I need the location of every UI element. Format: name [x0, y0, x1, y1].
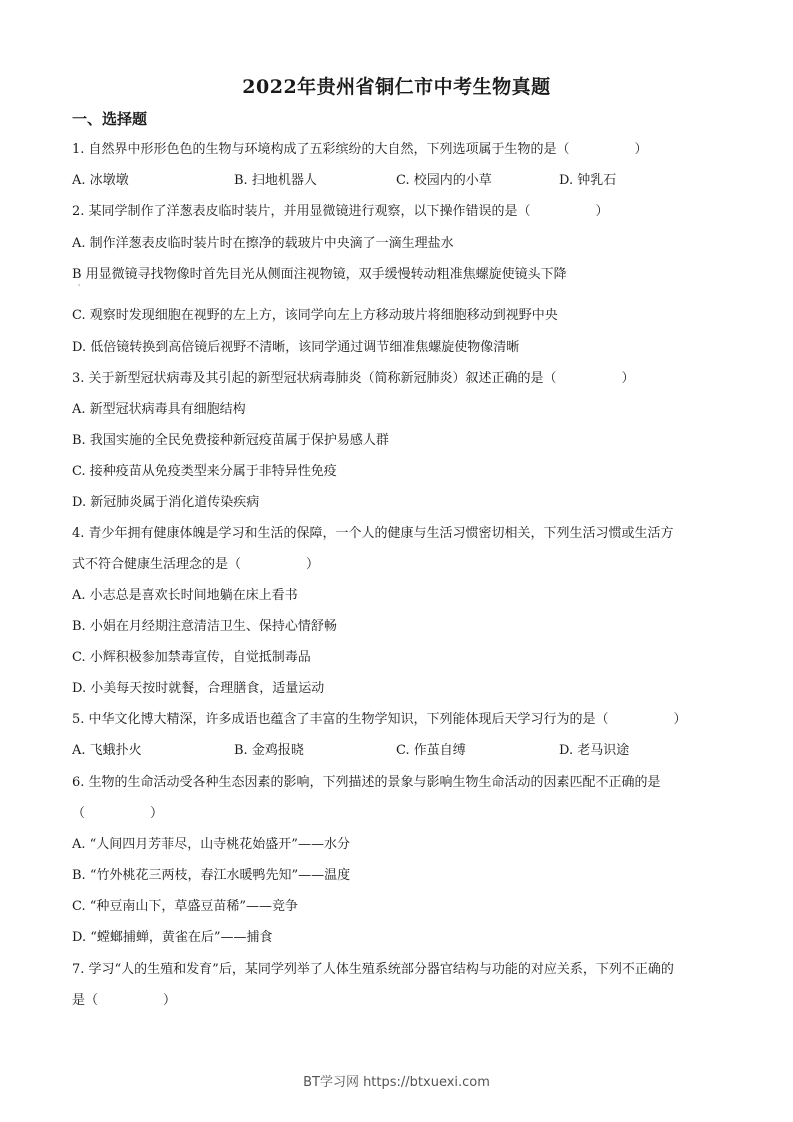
question-1-option-d: D. 钟乳石 [559, 173, 617, 188]
question-2-option-d: D. 低倍镜转换到高倍镜后视野不清晰，该同学通过调节细准焦螺旋使物像清晰 [72, 340, 520, 355]
question-6-option-c: C. “种豆南山下，草盛豆苗稀”——竞争 [72, 899, 299, 914]
question-4-stem-line-1: 4. 青少年拥有健康体魄是学习和生活的保障，一个人的健康与生活习惯密切相关，下列生活习惯或生活方 [72, 526, 674, 541]
question-2-option-b: B 用显微镜寻找物像时首先目光从侧面注视物镜，双手缓慢转动粗准焦螺旋使镜头下降 [72, 267, 567, 282]
question-3-stem: 3. 关于新型冠状病毒及其引起的新型冠状病毒肺炎（简称新冠肺炎）叙述正确的是（ ） [72, 371, 635, 386]
question-3-option-d: D. 新冠肺炎属于消化道传染疾病 [72, 495, 260, 510]
question-4-option-d: D. 小美每天按时就餐，合理膳食，适量运动 [72, 681, 325, 696]
question-2-option-c: C. 观察时发现细胞在视野的左上方，该同学向左上方移动玻片将细胞移动到视野中央 [72, 308, 558, 323]
question-6-stem-line-2: （ ） [72, 806, 164, 821]
question-5-option-b: B. 金鸡报晓 [234, 743, 304, 758]
question-5-option-c: C. 作茧自缚 [396, 743, 466, 758]
question-4-option-a: A. 小志总是喜欢长时间地躺在床上看书 [72, 588, 298, 603]
question-6-stem-line-1: 6. 生物的生命活动受各种生态因素的影响，下列描述的景象与影响生物生命活动的因素匹配不正确的是 [72, 775, 661, 790]
question-1-option-b: B. 扫地机器人 [234, 173, 317, 188]
section-heading: 一、选择题 [72, 110, 148, 128]
question-3-option-c: C. 接种疫苗从免疫类型来分属于非特异性免疫 [72, 464, 337, 479]
question-3-option-a: A. 新型冠状病毒具有细胞结构 [72, 402, 246, 417]
question-1-option-c: C. 校园内的小草 [396, 173, 492, 188]
question-4-option-c: C. 小辉积极参加禁毒宣传，自觉抵制毒品 [72, 650, 311, 665]
question-4-option-b: B. 小娟在月经期注意清洁卫生、保持心情舒畅 [72, 619, 337, 634]
question-6-option-a: A. “人间四月芳菲尽，山寺桃花始盛开”——水分 [72, 837, 350, 852]
question-1-option-a: A. 冰墩墩 [72, 173, 129, 188]
question-5-option-a: A. 飞蛾扑火 [72, 743, 142, 758]
question-2-option-a: A. 制作洋葱表皮临时装片时在擦净的载玻片中央滴了一滴生理盐水 [72, 236, 454, 251]
question-5-stem: 5. 中华文化博大精深，许多成语也蕴含了丰富的生物学知识，下列能体现后天学习行为的是（ ） [72, 712, 687, 727]
question-7-stem-line-1: 7. 学习“人的生殖和发育”后，某同学列举了人体生殖系统部分器官结构与功能的对应关系，下列不正确的 [72, 962, 674, 977]
question-6-option-b: B. “竹外桃花三两枝，春江水暖鸭先知”——温度 [72, 868, 351, 883]
question-1-stem: 1. 自然界中形形色色的生物与环境构成了五彩缤纷的大自然，下列选项属于生物的是（ ） [72, 142, 648, 157]
footer-watermark: BT学习网 https://btxuexi.com [303, 1075, 490, 1090]
question-2-stem: 2. 某同学制作了洋葱表皮临时装片，并用显微镜进行观察，以下操作错误的是（ ） [72, 204, 609, 219]
stray-mark: ' [78, 283, 81, 292]
question-4-stem-line-2: 式不符合健康生活理念的是（ ） [72, 557, 320, 572]
question-3-option-b: B. 我国实施的全民免费接种新冠疫苗属于保护易感人群 [72, 433, 389, 448]
question-6-option-d: D. “螳螂捕蝉，黄雀在后”——捕食 [72, 930, 273, 945]
question-5-option-d: D. 老马识途 [559, 743, 630, 758]
question-7-stem-line-2: 是（ ） [72, 993, 177, 1008]
page-title: 2022年贵州省铜仁市中考生物真题 [242, 76, 551, 98]
